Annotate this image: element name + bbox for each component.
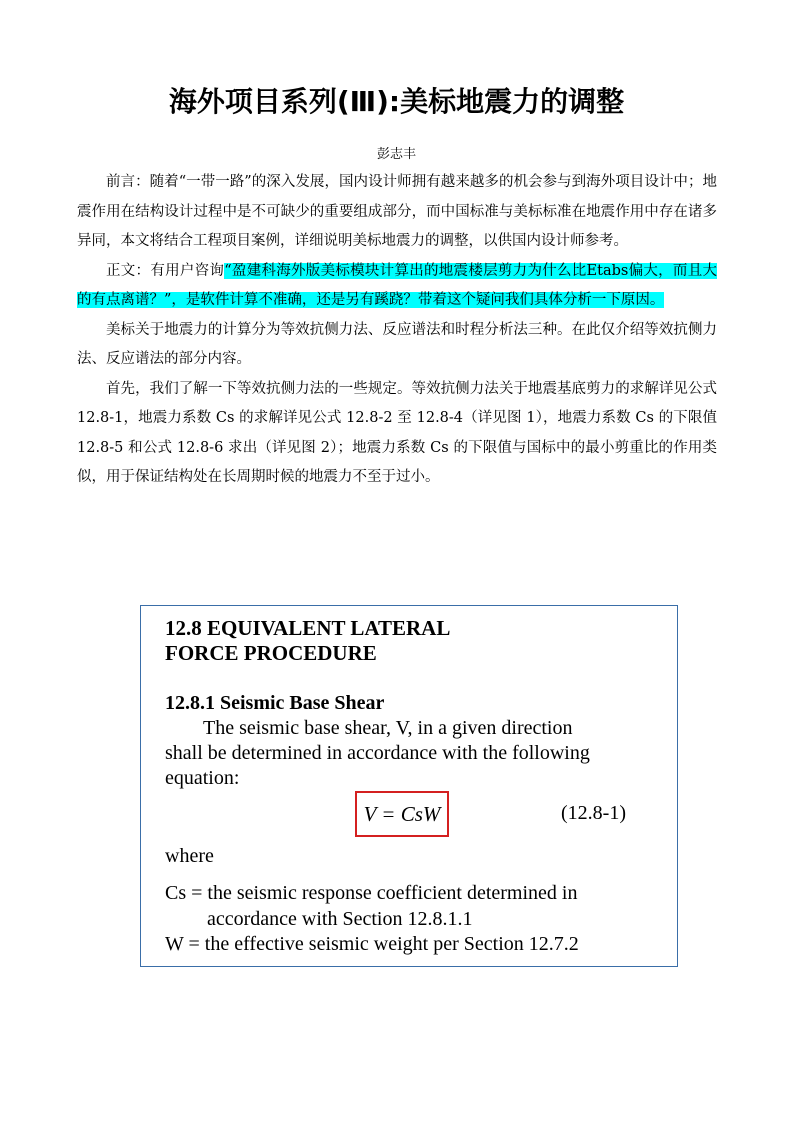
- equation-box: V = CsW: [355, 791, 449, 837]
- code-excerpt-figure: [140, 605, 678, 967]
- definition-cs-line2: accordance with Section 12.8.1.1: [207, 907, 473, 930]
- highlighted-question: “盈建科海外版美标模块计算出的地震楼层剪力为什么比Etabs偏大，而且大的有点离谱？”，是软件计算不准确，还是另有蹊跷？带着这个疑问我们具体分析一下原因。: [77, 262, 717, 308]
- definition-cs-line1: Cs = the seismic response coefficient determined in: [165, 882, 578, 904]
- paragraph-methods: 美标关于地震力的计算分为等效抗侧力法、反应谱法和时程分析法三种。在此仅介绍等效抗侧力法、反应谱法的部分内容。: [77, 321, 717, 367]
- paragraph-preface: 前言：随着“一带一路”的深入发展，国内设计师拥有越来越多的机会参与到海外项目设计中；地震作用在结构设计过程中是不可缺少的重要组成部分，而中国标准与美标标准在地震作用中存在诸多异同，本文将结合工程项目案例，详细说明美标地震力的调整，以供国内设计师参考。: [77, 174, 717, 249]
- paragraph-main-text: [77, 257, 717, 316]
- where-label: where: [165, 845, 214, 867]
- figure-text-line1: The seismic base shear, V, in a given direction: [203, 717, 573, 739]
- definitions: [165, 881, 665, 958]
- article-body: [77, 168, 717, 493]
- figure-text: [165, 716, 665, 791]
- figure-text-line2: shall be determined in accordance with the following: [165, 742, 590, 764]
- page-title: 海外项目系列(Ⅲ):美标地震力的调整: [168, 85, 625, 118]
- figure-subheading: 12.8.1 Seismic Base Shear: [165, 692, 385, 714]
- figure-heading-line1: 12.8 EQUIVALENT LATERAL: [165, 616, 451, 640]
- equation-number: (12.8-1): [561, 802, 626, 824]
- figure-text-line3: equation:: [165, 767, 240, 789]
- main-text-prefix: 正文：有用户咨询: [106, 262, 225, 279]
- figure-heading: [165, 616, 450, 666]
- paragraph-equivalent-lateral: 首先，我们了解一下等效抗侧力法的一些规定。等效抗侧力法关于地震基底剪力的求解详见公式 12.8-1，地震力系数 Cs 的求解详见公式 12.8-2 至 12.8-4（详见图 1），地震力系数 Cs 的下限值 12.8-5 和公式 12.8-6 求出（详见图 2）；地震力系数 Cs 的下限值与国标中的最小剪重比的作用类似，用于保证结构处在长周期时候的地震力不至于过小。: [77, 380, 717, 485]
- definition-w: W = the effective seismic weight per Section 12.7.2: [165, 933, 579, 955]
- author: 彭志丰: [376, 147, 416, 162]
- figure-heading-line2: FORCE PROCEDURE: [165, 641, 377, 665]
